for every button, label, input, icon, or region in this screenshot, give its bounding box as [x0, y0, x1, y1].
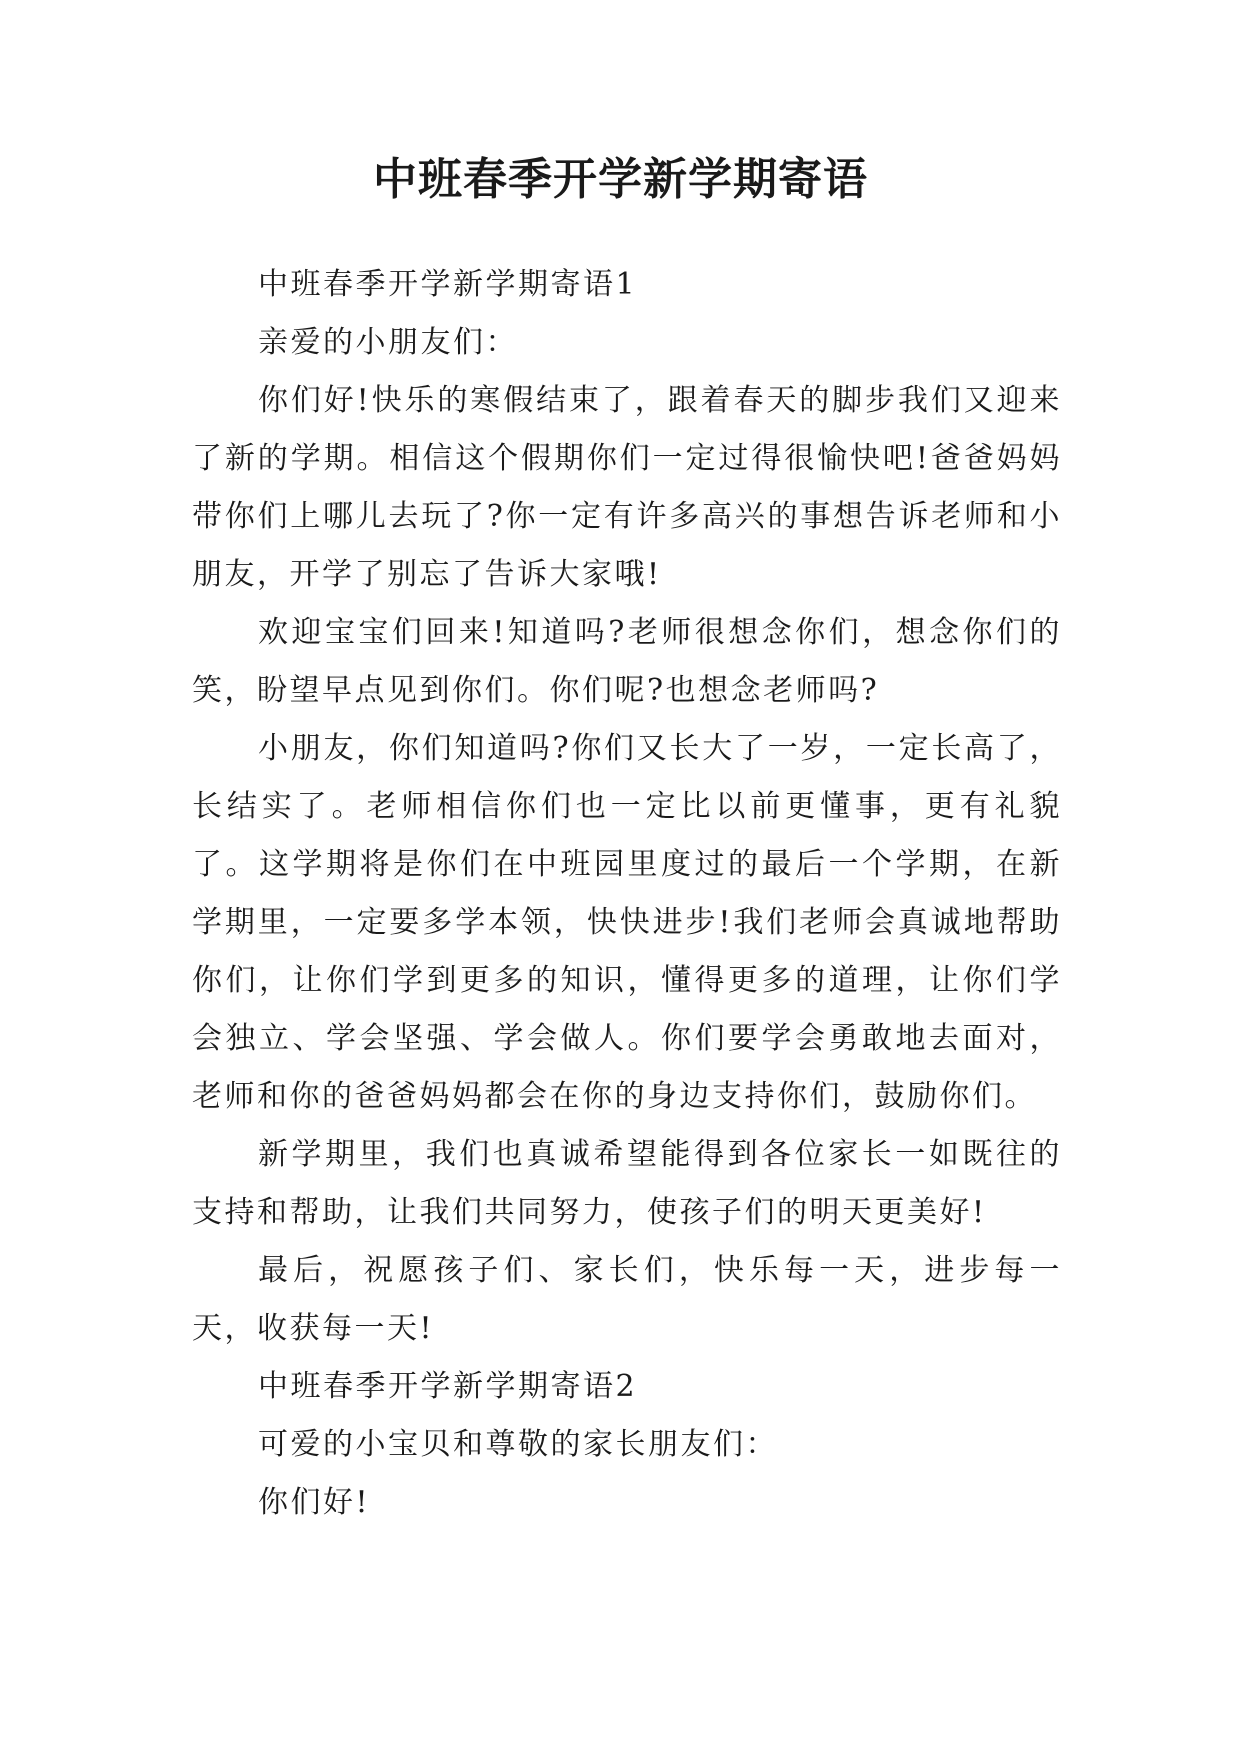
document-title: 中班春季开学新学期寄语 — [373, 154, 868, 205]
section-heading-2: 中班春季开学新学期寄语2 — [258, 1369, 638, 1404]
document-body — [192, 256, 1062, 1532]
paragraph-welcome: 欢迎宝宝们回来!知道吗?老师很想念你们，想念你们的笑，盼望早点见到你们。你们呢?也想念老师吗? — [192, 615, 1062, 708]
paragraph-wishes: 最后，祝愿孩子们、家长们，快乐每一天，进步每一天，收获每一天! — [192, 1253, 1062, 1346]
section-heading-1: 中班春季开学新学期寄语1 — [258, 267, 638, 302]
paragraph-greeting: 你们好!快乐的寒假结束了，跟着春天的脚步我们又迎来了新的学期。相信这个假期你们一定过得很愉快吧!爸爸妈妈带你们上哪儿去玩了?你一定有许多高兴的事想告诉老师和小朋友，开学了别忘了告诉大家哦! — [192, 383, 1062, 592]
salutation-1: 亲爱的小朋友们： — [258, 325, 518, 360]
paragraph-parents: 新学期里，我们也真诚希望能得到各位家长一如既往的支持和帮助，让我们共同努力，使孩子们的明天更美好! — [192, 1137, 1062, 1230]
paragraph-hello: 你们好! — [258, 1485, 371, 1520]
paragraph-growth: 小朋友，你们知道吗?你们又长大了一岁，一定长高了，长结实了。老师相信你们也一定比以前更懂事，更有礼貌了。这学期将是你们在中班园里度过的最后一个学期，在新学期里，一定要多学本领，快快进步!我们老师会真诚地帮助你们，让你们学到更多的知识，懂得更多的道理，让你们学会独立、学会坚强、学会做人。你们要学会勇敢地去面对，老师和你的爸爸妈妈都会在你的身边支持你们，鼓励你们。 — [192, 731, 1062, 1114]
salutation-2: 可爱的小宝贝和尊敬的家长朋友们： — [258, 1427, 778, 1462]
